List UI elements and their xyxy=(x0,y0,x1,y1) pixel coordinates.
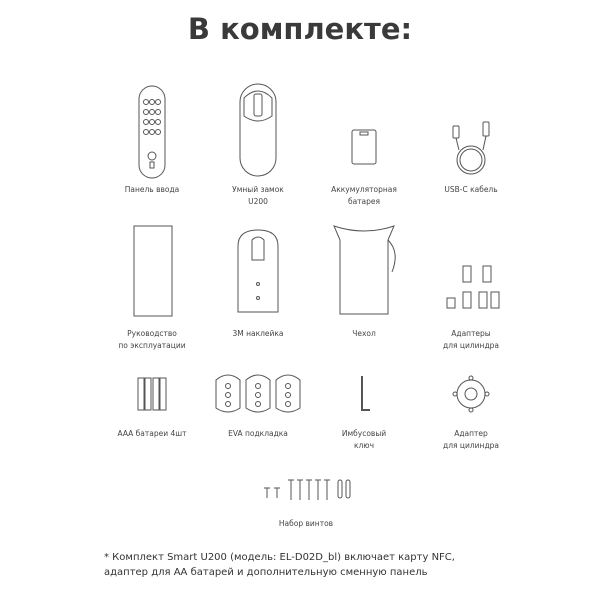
label-line: U200 xyxy=(248,197,268,206)
item-label: 3M наклейка xyxy=(232,329,284,338)
cylinder-adapter-icon xyxy=(411,368,531,418)
keypad-icon xyxy=(92,80,212,180)
cylinder-adapters-icon xyxy=(411,222,531,322)
item-label xyxy=(304,428,424,452)
item-label: Панель ввода xyxy=(124,185,180,194)
label-line: Умный замок xyxy=(232,185,284,194)
label-line: Адаптер xyxy=(454,429,488,438)
item-label xyxy=(411,428,531,452)
page-title: В комплекте: xyxy=(187,12,413,46)
footnote xyxy=(104,550,455,580)
item-label xyxy=(92,328,212,352)
item-label: EVA подкладка xyxy=(228,429,288,438)
battery-pack-icon xyxy=(304,80,424,180)
item-label: Чехол xyxy=(352,329,376,338)
hex-key-icon xyxy=(304,368,424,418)
item-label xyxy=(304,184,424,208)
label-line: батарея xyxy=(347,197,381,206)
label-line: для цилиндра xyxy=(443,341,499,350)
item-label: Набор винтов xyxy=(278,519,334,528)
footnote-line: адаптер для АА батарей и дополнительную сменную панель xyxy=(104,567,428,578)
usb-cable-icon xyxy=(411,80,531,180)
label-line: Аккумуляторная xyxy=(331,185,397,194)
manual-icon xyxy=(92,222,212,322)
label-line: по эксплуатации xyxy=(118,341,186,350)
label-line: для цилиндра xyxy=(443,441,499,450)
label-line: ключ xyxy=(353,441,375,450)
eva-pad-icon xyxy=(198,368,318,418)
aaa-batteries-icon xyxy=(92,368,212,418)
screws-icon xyxy=(246,470,366,510)
item-label: AAA батареи 4шт xyxy=(117,429,187,438)
label-line: Руководство xyxy=(127,329,177,338)
sticker-icon xyxy=(198,222,318,322)
pouch-icon xyxy=(304,222,424,322)
smart-lock-icon xyxy=(198,80,318,180)
footnote-line: * Комплект Smart U200 (модель: EL-D02D_bl) включает карту NFC, xyxy=(104,552,455,563)
item-label: USB-C кабель xyxy=(444,185,498,194)
item-label xyxy=(198,184,318,208)
item-label xyxy=(411,328,531,352)
label-line: Адаптеры xyxy=(451,329,491,338)
label-line: Имбусовый xyxy=(341,429,387,438)
